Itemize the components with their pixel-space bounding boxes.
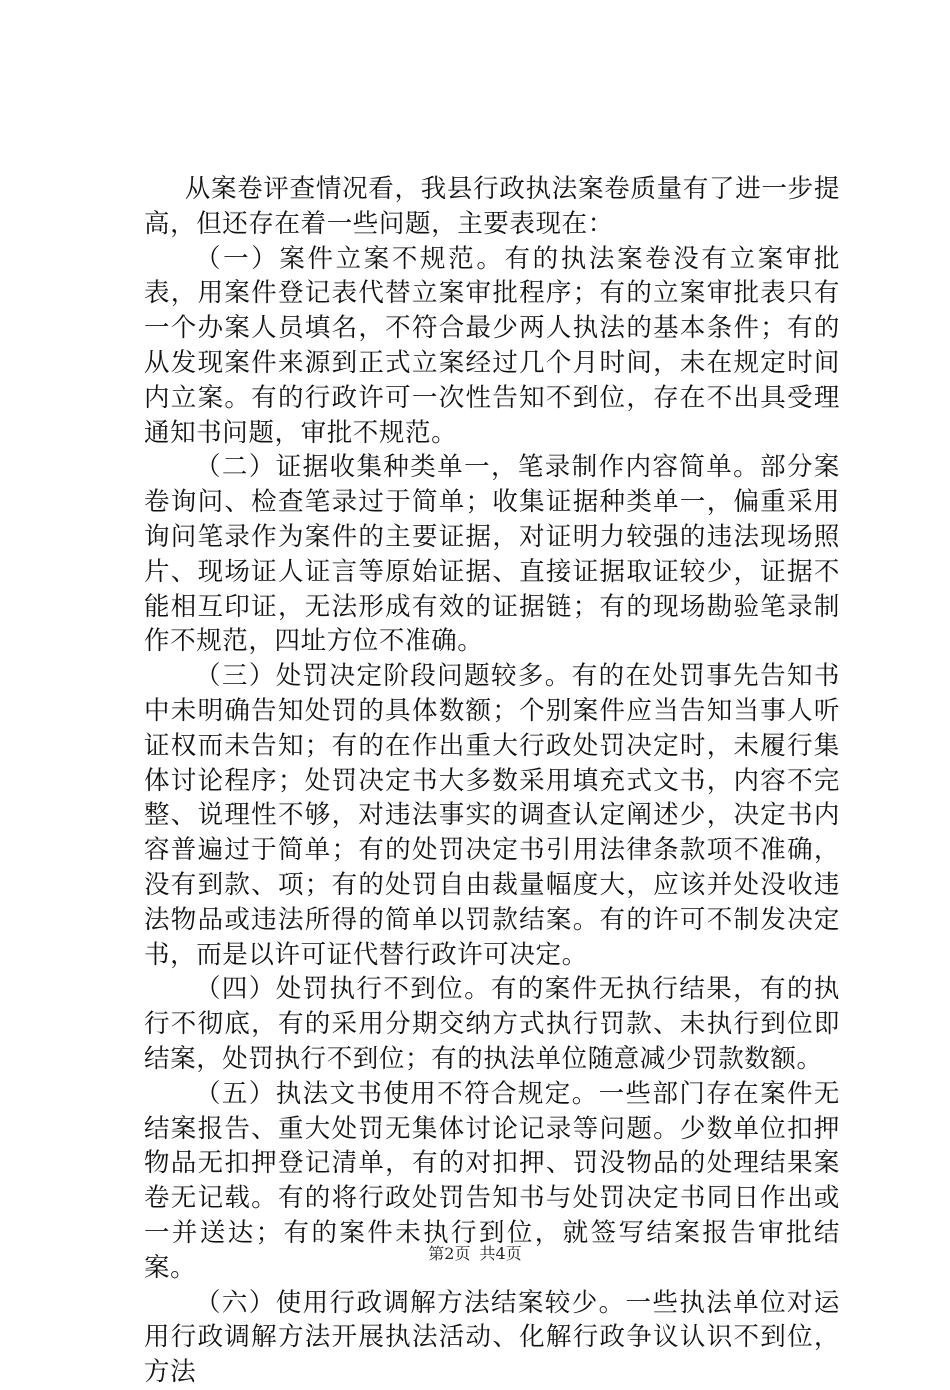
page-total: 共4页 [479,1244,522,1263]
paragraph-item-6: （六）使用行政调解方法结案较少。一些执法单位对运用行政调解方法开展执法活动、化解行政争议认识不到位，方法 [144,1287,840,1388]
paragraph-item-5: （五）执法文书使用不符合规定。一些部门存在案件无结案报告、重大处罚无集体讨论记录等问题。少数单位扣押物品无扣押登记清单，有的对扣押、罚没物品的处理结果案卷无记载。有的将行政处罚告知书与处罚决定书同日作出或一并送达；有的案件未执行到位，就签写结案报告审批结案。 [144,1078,840,1283]
paragraph-item-1: （一）案件立案不规范。有的执法案卷没有立案审批表，用案件登记表代替立案审批程序；有的立案审批表只有一个办案人员填名，不符合最少两人执法的基本条件；有的从发现案件来源到正式立案经过几个月时间，未在规定时间内立案。有的行政许可一次性告知不到位，存在不出具受理通知书问题，审批不规范。 [144,243,840,448]
paragraph-intro: 从案卷评查情况看，我县行政执法案卷质量有了进一步提高，但还存在着一些问题，主要表现在： [144,174,840,239]
document-body [144,172,840,1390]
page-number: 第2页 [428,1244,471,1263]
page-footer [0,1244,950,1264]
paragraph-item-2: （二）证据收集种类单一，笔录制作内容简单。部分案卷询问、检查笔录过于简单；收集证据种类单一，偏重采用询问笔录作为案件的主要证据，对证明力较强的违法现场照片、现场证人证言等原始证据、直接证据取证较少，证据不能相互印证，无法形成有效的证据链；有的现场勘验笔录制作不规范，四址方位不准确。 [144,452,840,657]
paragraph-item-4: （四）处罚执行不到位。有的案件无执行结果，有的执行不彻底，有的采用分期交纳方式执行罚款、未执行到位即结案，处罚执行不到位；有的执法单位随意减少罚款数额。 [144,974,840,1074]
paragraph-item-3: （三）处罚决定阶段问题较多。有的在处罚事先告知书中未明确告知处罚的具体数额；个别案件应当告知当事人听证权而未告知；有的在作出重大行政处罚决定时，未履行集体讨论程序；处罚决定书大多数采用填充式文书，内容不完整、说理性不够，对违法事实的调查认定阐述少，决定书内容普遍过于简单；有的处罚决定书引用法律条款项不准确，没有到款、项；有的处罚自由裁量幅度大，应该并处没收违法物品或违法所得的简单以罚款结案。有的许可不制发决定书，而是以许可证代替行政许可决定。 [144,661,840,970]
